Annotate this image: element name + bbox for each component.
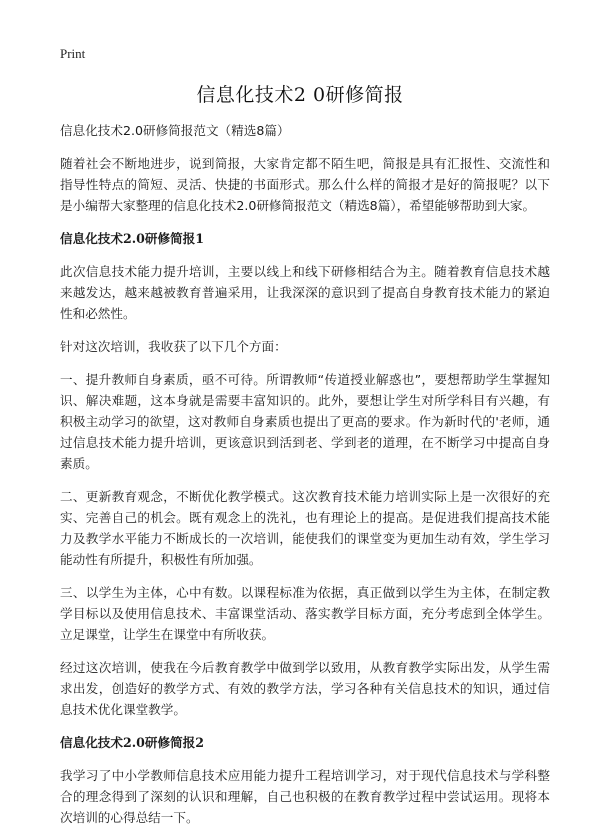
article-body [60,120,550,840]
page-title: 信息化技术2 0研修简报 [196,84,404,106]
paragraph: 针对这次培训，我收获了以下几个方面： [60,339,287,354]
paragraph: 此次信息技术能力提升培训，主要以线上和线下研修相结合为主。随着教育信息技术越来越发达，越来越被教育普遍采用，让我深深的意识到了提高自身教育技术能力的紧迫性和必然性。 [60,264,550,321]
print-link[interactable]: Print [60,46,86,61]
section-1-heading: 信息化技术2.0研修简报1 [60,231,205,246]
paragraph: 经过这次培训，使我在今后教育教学中做到学以致用，从教育教学实际出发，从学生需求出发，创造好的教学方式、有效的教学方法，学习各种有关信息技术的知识，通过信息技术优化课堂教学。 [60,660,550,717]
paragraph: 二、更新教育观念，不断优化教学模式。这次教育技术能力培训实际上是一次很好的充实、完善自己的机会。既有观念上的洗礼，也有理论上的提高。是促进我们提高技术能力及教学水平能力不断成长的一次培训，能使我们的课堂变为更加生动有效，学生学习能动性有所提升，积极性有所加强。 [60,489,550,567]
paragraph: 我学习了中小学教师信息技术应用能力提升工程培训学习，对于现代信息技术与学科整合的理念得到了深刻的认识和理解，自己也积极的在教育教学过程中尝试运用。现将本次培训的心得总结一下。 [60,768,550,825]
paragraph: 一、提升教师自身素质，亟不可待。所谓教师“传道授业解惑也”，要想帮助学生掌握知识、解决难题，这本身就是需要丰富知识的。此外，要想让学生对所学科目有兴趣，有积极主动学习的欲望，这对教师自身素质也提出了更高的要求。作为新时代的'老师，通过信息技术能力提升培训，更该意识到活到老、学到老的道理，在不断学习中提高自身素质。 [60,372,550,471]
section-2-heading: 信息化技术2.0研修简报2 [60,735,205,750]
intro-paragraph: 随着社会不断地进步，说到简报，大家肯定都不陌生吧，简报是具有汇报性、交流性和指导性特点的简短、灵活、快捷的书面形式。那么什么样的简报才是好的简报呢？以下是小编帮大家整理的信息化技术2.0研修简报范文（精选8篇），希望能够帮助到大家。 [60,156,550,213]
article-subtitle: 信息化技术2.0研修简报范文（精选8篇） [60,123,290,138]
paragraph: 三、以学生为主体，心中有数。以课程标准为依据，真正做到以学生为主体，在制定教学目标以及使用信息技术、丰富课堂活动、落实教学目标方面，充分考虑到全体学生。立足课堂，让学生在课堂中有所收获。 [60,585,550,642]
